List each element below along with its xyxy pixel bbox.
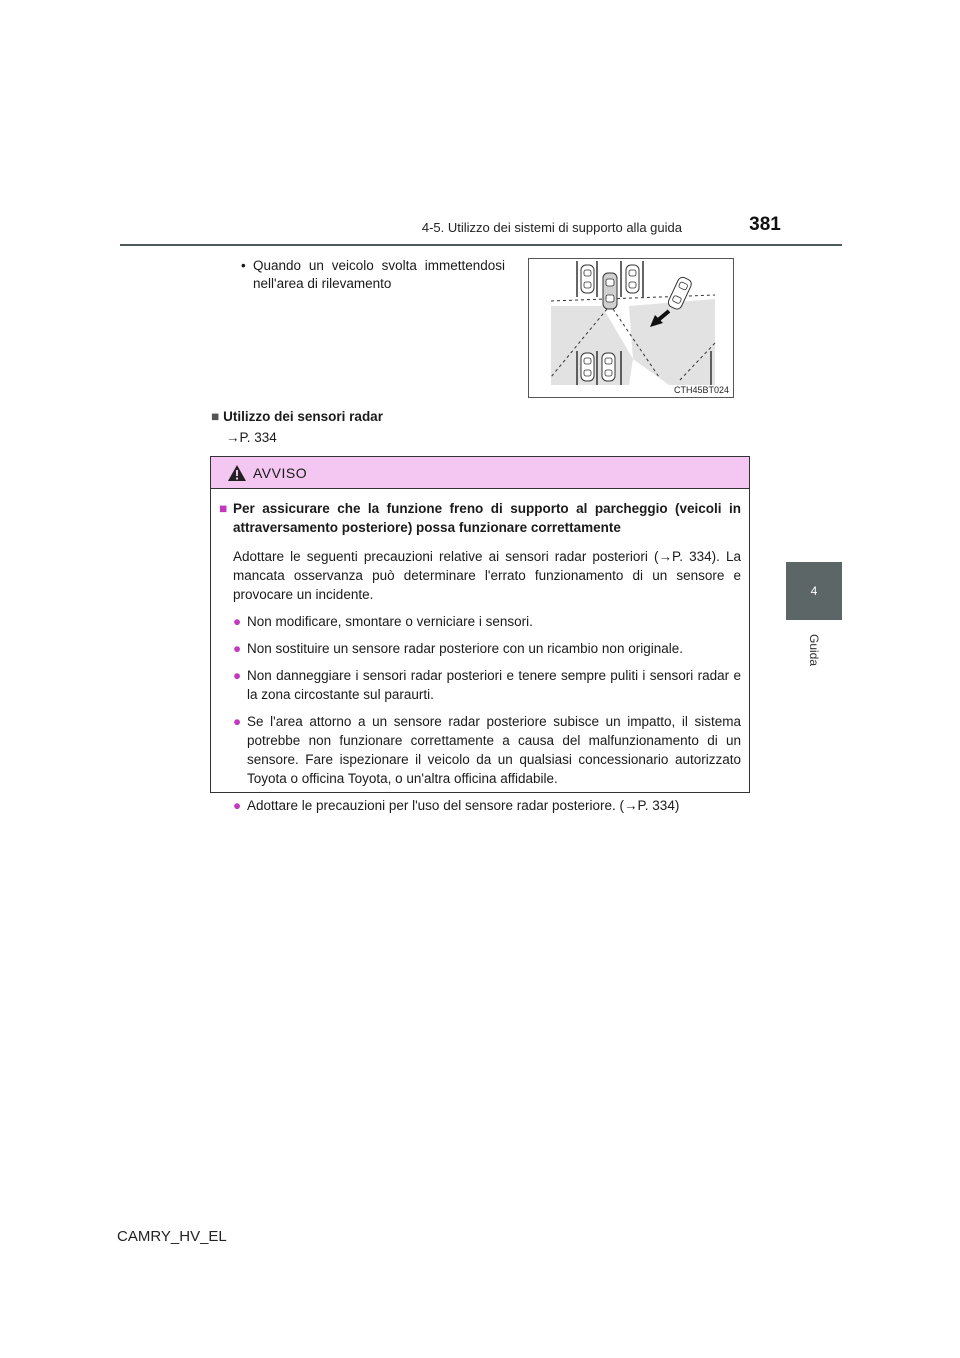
parked-car (626, 265, 639, 293)
header-rule (120, 244, 842, 246)
page-number: 381 (749, 214, 781, 235)
parking-diagram (529, 259, 733, 397)
radar-sensor-title: Utilizzo dei sensori radar (223, 409, 383, 424)
chapter-tab (786, 562, 842, 620)
bullet-icon: ● (233, 641, 242, 656)
warning-box (210, 456, 750, 813)
bullet-icon: ● (233, 668, 242, 683)
list-item: ● Non sostituire un sensore radar posteriore con un ricambio non originale. (233, 641, 683, 656)
list-item: ● Non danneggiare i sensori radar posteriori e tenere sempre puliti i sensori radar e la zona circostante sul paraurti. (233, 668, 741, 702)
square-marker: ■ (219, 501, 228, 516)
warning-header (211, 457, 749, 489)
chapter-name-tab (786, 625, 842, 675)
radar-sensor-heading (211, 409, 383, 424)
bullet-icon: ● (233, 714, 242, 729)
warning-triangle-icon (227, 464, 247, 482)
list-item: ● Adottare le precauzioni per l'uso del sensore radar posteriore. (→P. 334) (233, 798, 680, 813)
square-marker: ■ (211, 409, 220, 424)
parked-car (602, 353, 615, 381)
footer-model-code: CAMRY_HV_EL (117, 1228, 227, 1245)
figure-code: CTH45BT024 (673, 385, 729, 395)
parking-detection-figure (528, 258, 734, 398)
bullet-icon: ● (233, 614, 242, 629)
chapter-number: 4 (810, 584, 818, 598)
bullet-text-line1: Quando un veicolo svolta immettendosi (253, 258, 505, 273)
warning-heading-text: Per assicurare che la funzione freno di supporto al parcheggio (veicoli in attraversamento posteriore) possa funzionare correttamente (233, 501, 741, 535)
top-boundary-line (551, 295, 715, 301)
bullet-text-line2: nell'area di rilevamento (253, 276, 392, 291)
warning-heading (219, 499, 741, 537)
right-detection-area (629, 299, 715, 385)
parked-car (581, 265, 594, 293)
warning-list (219, 612, 741, 815)
radar-sensor-page-ref: →P. 334 (226, 430, 277, 445)
list-item: ● Se l'area attorno a un sensore radar posteriore subisce un impatto, il sistema potrebbe non funzionare correttamente a causa del malfunzionamento di un sensore. Fare ispezionare il veicolo da un qualsiasi concessionario autorizzato Toyota o officina Toyota, o un'altra officina affidabile. (233, 714, 741, 786)
chapter-name: Guida (807, 633, 821, 667)
warning-body (211, 489, 749, 815)
warning-intro: Adottare le seguenti precauzioni relative ai sensori radar posteriori (→P. 334). La mancata osservanza può determinare l'errato funzionamento di un sensore e provocare un incidente. (233, 549, 741, 602)
warning-title: AVVISO (253, 464, 308, 481)
detection-bullet (241, 257, 505, 293)
rear-car (603, 273, 617, 309)
list-item: ● Non modificare, smontare o verniciare i sensori. (233, 614, 533, 629)
parked-car (581, 353, 594, 381)
bullet-icon: ● (233, 798, 242, 813)
bullet-dot: • (241, 258, 246, 273)
header-section-title: 4-5. Utilizzo dei sistemi di supporto alla guida (421, 220, 682, 235)
